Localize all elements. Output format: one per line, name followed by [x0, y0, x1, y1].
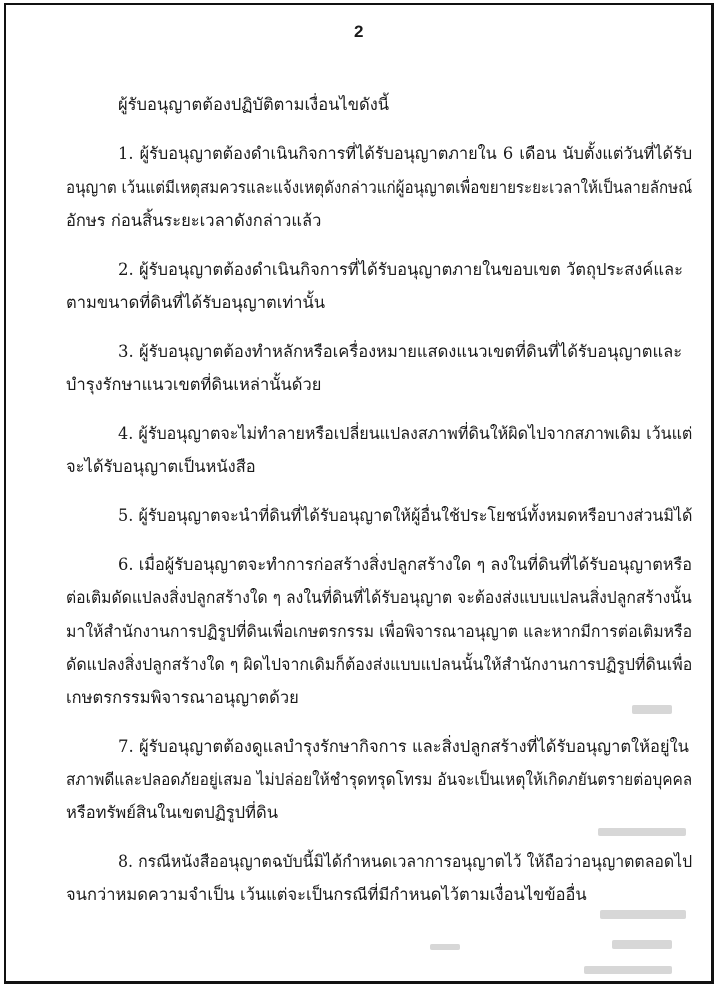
condition-4-line-2: จะได้รับอนุญาตเป็นหนังสือ [66, 457, 256, 476]
condition-6-line-3: มาให้สำนักงานการปฏิรูปที่ดินเพื่อเกษตรกรรม เพื่อพิจารณาอนุญาต และหากมีการต่อเติมหรือ [66, 622, 693, 641]
bleed-through-mark [600, 910, 686, 919]
condition-3-line-1: 3. ผู้รับอนุญาตต้องทำหลักหรือเครื่องหมายแสดงแนวเขตที่ดินที่ได้รับอนุญาตและ [118, 342, 683, 361]
condition-6-line-2: ต่อเติมดัดแปลงสิ่งปลูกสร้างใด ๆ ลงในที่ดินที่ได้รับอนุญาต จะต้องส่งแบบแปลนสิ่งปลูกสร้างนั้น [66, 588, 692, 607]
condition-6-line-5: เกษตรกรรมพิจารณาอนุญาตด้วย [66, 688, 299, 707]
condition-7-line-1: 7. ผู้รับอนุญาตต้องดูแลบำรุงรักษากิจการ และสิ่งปลูกสร้างที่ได้รับอนุญาตให้อยู่ใน [118, 737, 689, 756]
condition-8-line-2: จนกว่าหมดความจำเป็น เว้นแต่จะเป็นกรณีที่มีกำหนดไว้ตามเงื่อนไขข้ออื่น [66, 885, 587, 904]
condition-6-line-4: ดัดแปลงสิ่งปลูกสร้างใด ๆ ผิดไปจากเดิมก็ต้องส่งแบบแปลนนั้นให้สำนักงานการปฏิรูปที่ดินเพื่อ [66, 655, 693, 674]
bleed-through-mark [612, 940, 672, 949]
condition-7-line-3: หรือทรัพย์สินในเขตปฏิรูปที่ดิน [66, 803, 279, 822]
condition-6-line-1: 6. เมื่อผู้รับอนุญาตจะทำการก่อสร้างสิ่งปลูกสร้างใด ๆ ลงในที่ดินที่ได้รับอนุญาตหรือ [118, 555, 693, 574]
condition-1-line-1: 1. ผู้รับอนุญาตต้องดำเนินกิจการที่ได้รับอนุญาตภายใน 6 เดือน นับตั้งแต่วันที่ได้รับ [118, 144, 693, 163]
condition-7-line-2: สภาพดีและปลอดภัยอยู่เสมอ ไม่ปล่อยให้ชำรุดทรุดโทรม อันจะเป็นเหตุให้เกิดภยันตรายต่อบุคคล [66, 770, 693, 789]
bleed-through-mark [598, 828, 686, 836]
bleed-through-mark [632, 705, 672, 714]
condition-3-line-2: บำรุงรักษาแนวเขตที่ดินเหล่านั้นด้วย [66, 375, 322, 394]
condition-1-line-2: อนุญาต เว้นแต่มีเหตุสมควรและแจ้งเหตุดังกล่าวแก่ผู้อนุญาตเพื่อขยายระยะเวลาให้เป็นลายลักษณ์ [66, 178, 693, 197]
condition-8-line-1: 8. กรณีหนังสืออนุญาตฉบับนี้มิได้กำหนดเวลาการอนุญาตไว้ ให้ถือว่าอนุญาตตลอดไป [118, 852, 693, 871]
conditions-heading: ผู้รับอนุญาตต้องปฏิบัติตามเงื่อนไขดังนี้ [118, 95, 390, 114]
bleed-through-mark [584, 966, 672, 974]
condition-1-line-3: อักษร ก่อนสิ้นระยะเวลาดังกล่าวแล้ว [66, 211, 322, 230]
condition-4-line-1: 4. ผู้รับอนุญาตจะไม่ทำลายหรือเปลี่ยนแปลงสภาพที่ดินให้ผิดไปจากสภาพเดิม เว้นแต่ [118, 424, 693, 443]
page-number: 2 [354, 22, 364, 41]
bleed-through-mark [430, 944, 460, 950]
condition-2-line-1: 2. ผู้รับอนุญาตต้องดำเนินกิจการที่ได้รับอนุญาตภายในขอบเขต วัตถุประสงค์และ [118, 260, 683, 279]
condition-2-line-2: ตามขนาดที่ดินที่ได้รับอนุญาตเท่านั้น [66, 293, 326, 312]
condition-5-line-1: 5. ผู้รับอนุญาตจะนำที่ดินที่ได้รับอนุญาตให้ผู้อื่นใช้ประโยชน์ทั้งหมดหรือบางส่วนมิได้ [118, 506, 693, 525]
